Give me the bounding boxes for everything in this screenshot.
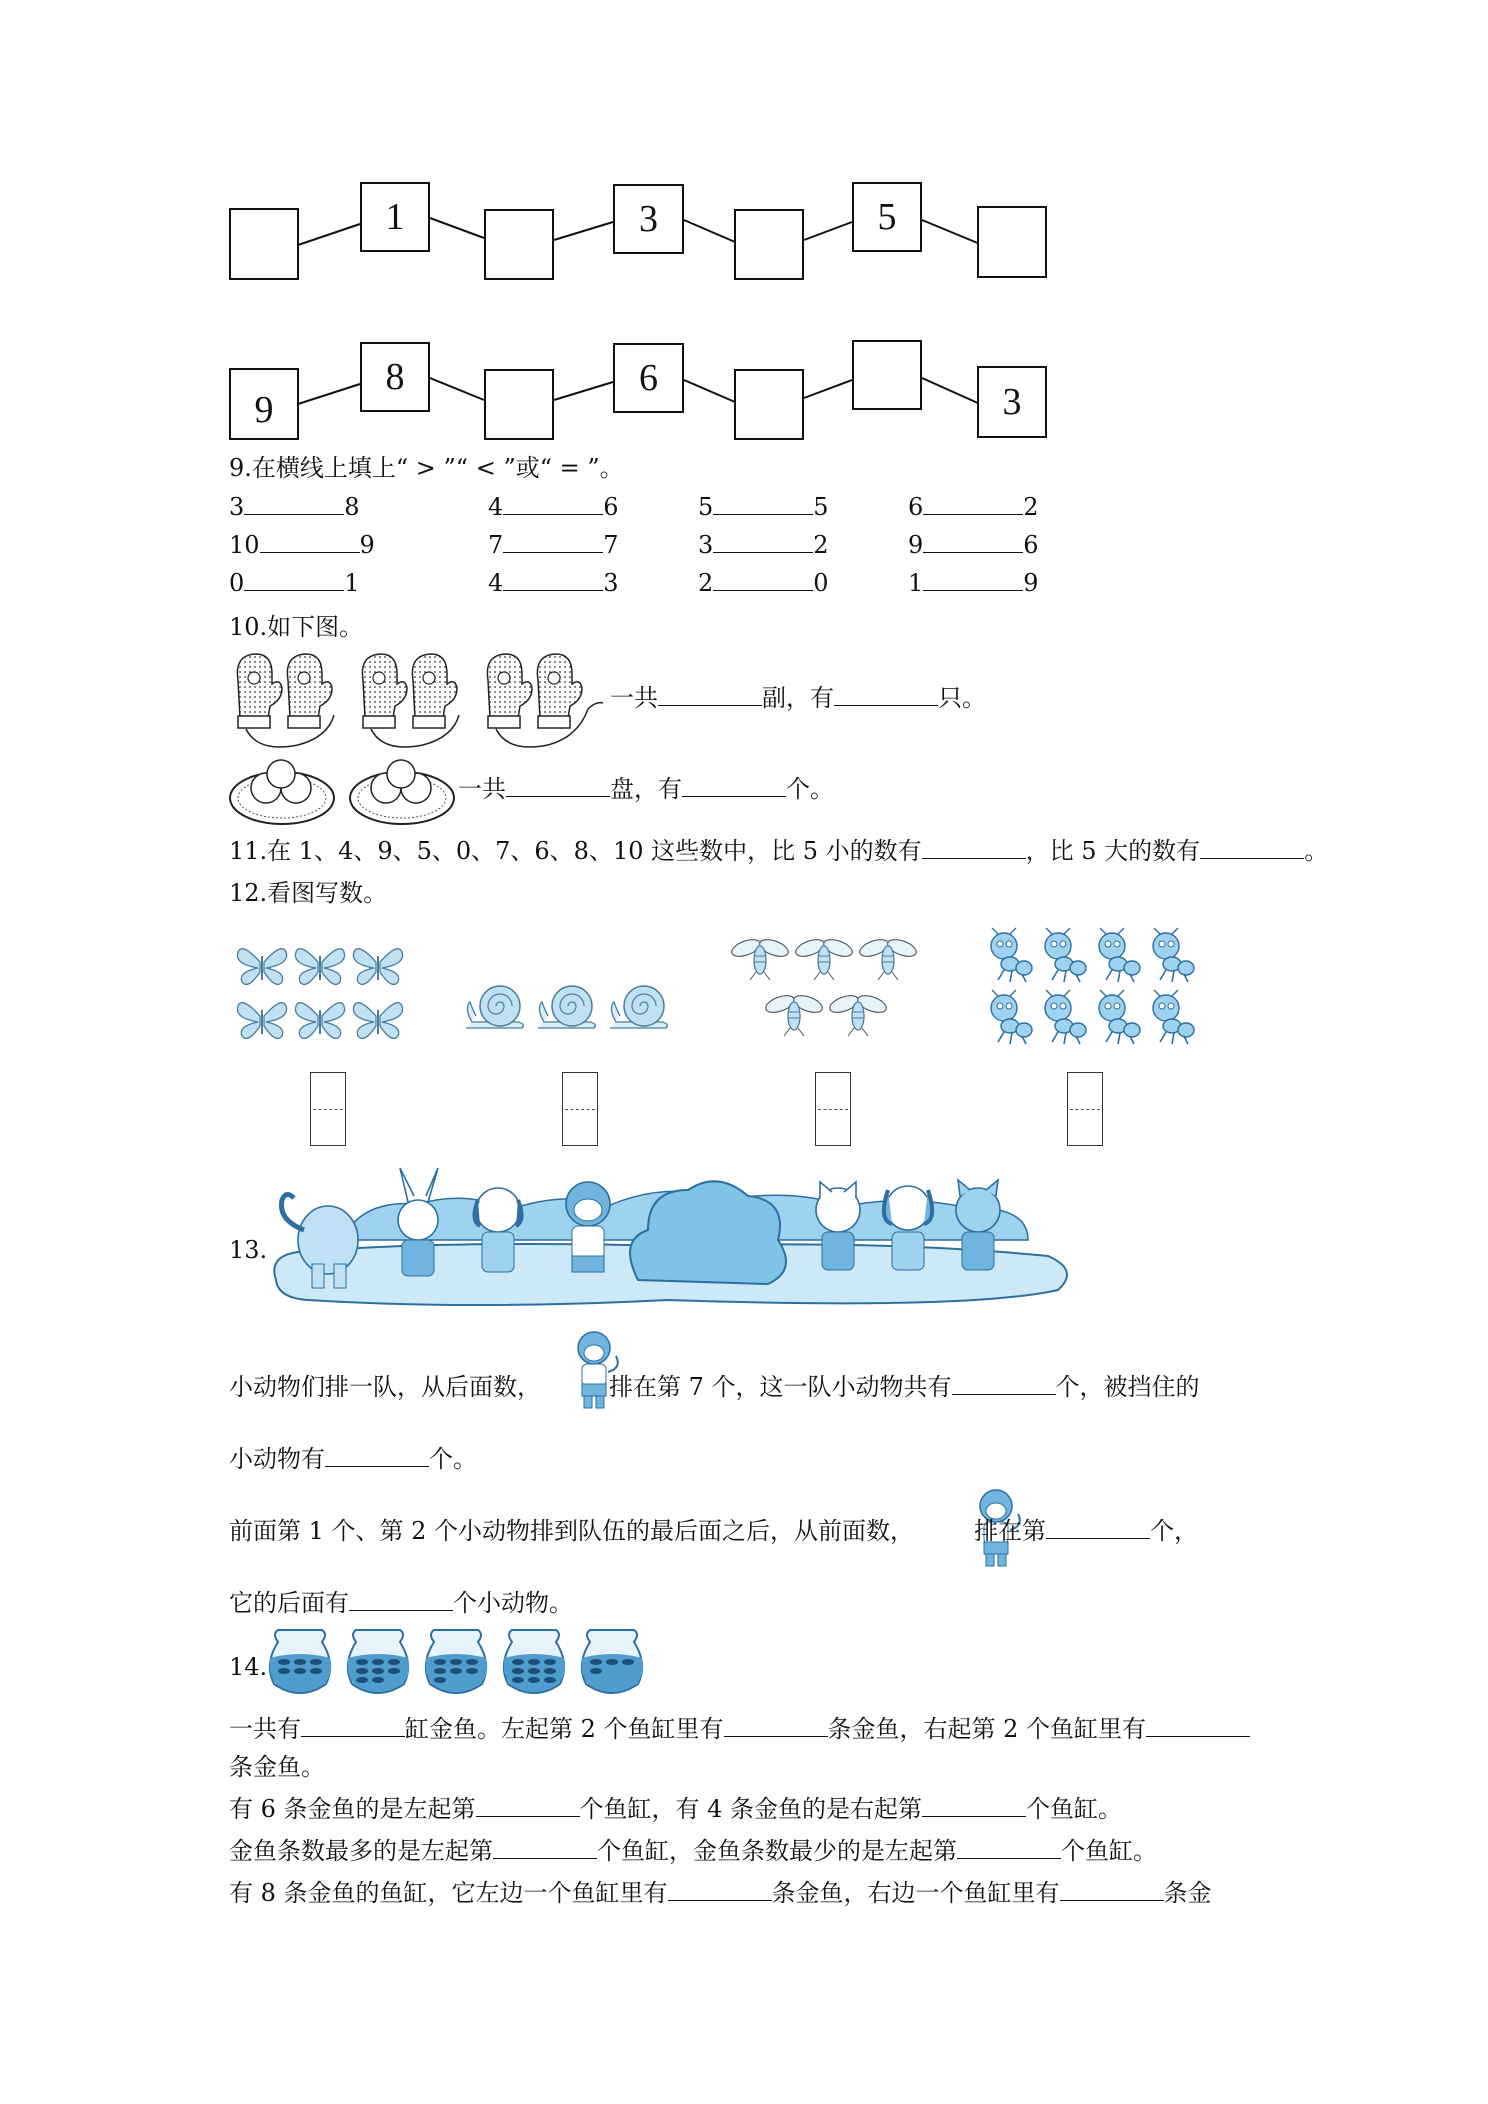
answer-blank[interactable] xyxy=(952,1372,1056,1395)
compare-blank[interactable] xyxy=(713,494,813,515)
answer-blank[interactable] xyxy=(301,1714,405,1737)
goldfish xyxy=(372,1668,384,1674)
answer-blank[interactable] xyxy=(957,1836,1061,1859)
compare-blank[interactable] xyxy=(923,570,1023,591)
q11-line: 11.在 1、4、9、5、0、7、6、8、10 这些数中，比 5 小的数有 ，比 5 大的数有 。 xyxy=(229,837,1329,865)
goldfish xyxy=(606,1659,618,1665)
compare-left-number: 4 xyxy=(488,493,504,521)
chain-box: 5 xyxy=(852,182,922,252)
goldfish xyxy=(544,1668,556,1674)
chain-box: 3 xyxy=(613,184,684,254)
compare-left-number: 9 xyxy=(908,531,924,559)
goldfish xyxy=(450,1659,462,1665)
compare-blank[interactable] xyxy=(713,570,813,591)
cat xyxy=(816,1182,860,1270)
answer-blank[interactable] xyxy=(1146,1714,1250,1737)
mitten-pair xyxy=(362,654,459,747)
compare-right-number: 1 xyxy=(344,569,360,597)
q13-line2: 小动物有 个。 xyxy=(229,1445,477,1473)
answer-blank[interactable] xyxy=(922,836,1026,859)
compare-right-number: 6 xyxy=(603,493,619,521)
q14-label: 14. xyxy=(229,1653,268,1681)
goldfish xyxy=(544,1677,556,1683)
compare-blank[interactable] xyxy=(923,494,1023,515)
compare-right-number: 2 xyxy=(813,531,829,559)
compare-left-number: 10 xyxy=(229,531,260,559)
goldfish xyxy=(310,1659,322,1665)
answer-blank[interactable] xyxy=(1060,1878,1164,1901)
bees-illustration xyxy=(730,930,930,1050)
q14-line4: 金鱼条数最多的是左起第 个鱼缸，金鱼条数最少的是左起第 个鱼缸。 xyxy=(229,1837,1157,1865)
goldfish xyxy=(466,1659,478,1665)
q13-line3: 前面第 1 个、第 2 个小动物排到队伍的最后面之后，从前面数， 排在第 个， xyxy=(229,1517,1199,1545)
goldfish xyxy=(590,1659,602,1665)
goldfish xyxy=(356,1677,368,1683)
chain-box[interactable] xyxy=(484,209,554,280)
answer-box[interactable] xyxy=(815,1072,851,1146)
ants-illustration xyxy=(980,920,1210,1050)
animals-queue-illustration xyxy=(268,1160,1078,1320)
q10-mittens-line: 一共 副，有 只。 xyxy=(610,684,986,712)
butterflies-illustration xyxy=(232,940,412,1050)
mitten-pair xyxy=(487,654,603,747)
mittens-illustration xyxy=(228,645,628,760)
goldfish xyxy=(590,1668,602,1674)
goldfish xyxy=(544,1659,556,1665)
goldfish xyxy=(278,1668,290,1674)
compare-item xyxy=(908,568,1039,598)
q14-line3: 有 6 条金鱼的是左起第 个鱼缸，有 4 条金鱼的是右起第 个鱼缸。 xyxy=(229,1795,1123,1823)
chain-box: 1 xyxy=(360,182,430,252)
goldfish xyxy=(356,1668,368,1674)
compare-left-number: 3 xyxy=(229,493,245,521)
q13-label: 13. xyxy=(229,1236,268,1264)
compare-left-number: 5 xyxy=(698,493,714,521)
compare-left-number: 0 xyxy=(229,569,245,597)
compare-item xyxy=(229,568,360,598)
chain-box[interactable] xyxy=(977,206,1047,278)
compare-blank[interactable] xyxy=(503,494,603,515)
chain-box[interactable] xyxy=(734,209,804,280)
q14-line2: 条金鱼。 xyxy=(229,1753,325,1781)
goldfish xyxy=(512,1677,524,1683)
compare-right-number: 9 xyxy=(1023,569,1039,597)
compare-right-number: 6 xyxy=(1023,531,1039,559)
chain-box[interactable] xyxy=(484,369,554,440)
compare-item xyxy=(488,492,619,522)
answer-box[interactable] xyxy=(310,1072,346,1146)
chain-box: 8 xyxy=(360,342,430,412)
plate xyxy=(350,760,454,824)
goldfish xyxy=(512,1668,524,1674)
chain-box[interactable] xyxy=(852,340,922,410)
compare-left-number: 6 xyxy=(908,493,924,521)
q10-title: 10.如下图。 xyxy=(229,613,364,641)
compare-item xyxy=(698,492,829,522)
answer-blank[interactable] xyxy=(724,1714,828,1737)
goldfish xyxy=(434,1659,446,1665)
chain-box: 9 xyxy=(229,368,299,440)
goldfish xyxy=(310,1668,322,1674)
compare-item xyxy=(698,530,829,560)
answer-blank[interactable] xyxy=(493,1836,597,1859)
fishbowl xyxy=(582,1630,644,1693)
goldfish xyxy=(372,1659,384,1665)
compare-right-number: 5 xyxy=(813,493,829,521)
fishbowl xyxy=(426,1630,488,1693)
goldfish xyxy=(388,1659,400,1665)
answer-blank[interactable] xyxy=(349,1588,453,1611)
answer-box[interactable] xyxy=(562,1072,598,1146)
fishbowl xyxy=(270,1630,332,1693)
answer-blank[interactable] xyxy=(834,683,938,706)
compare-item xyxy=(488,530,619,560)
q9-title: 9.在横线上填上“ > ”“ < ”或“ = ”。 xyxy=(229,454,624,482)
rabbit xyxy=(398,1168,438,1276)
chain-box[interactable] xyxy=(229,208,299,280)
goldfish xyxy=(294,1668,306,1674)
compare-right-number: 0 xyxy=(813,569,829,597)
compare-blank[interactable] xyxy=(713,532,813,553)
q14-line1: 一共有 缸金鱼。左起第 2 个鱼缸里有 条金鱼，右起第 2 个鱼缸里有 xyxy=(229,1714,1250,1744)
answer-blank[interactable] xyxy=(682,774,786,797)
goldfish xyxy=(450,1668,462,1674)
compare-right-number: 3 xyxy=(603,569,619,597)
compare-left-number: 4 xyxy=(488,569,504,597)
compare-left-number: 3 xyxy=(698,531,714,559)
answer-blank[interactable] xyxy=(476,1794,580,1817)
raccoon xyxy=(956,1180,1000,1270)
compare-blank[interactable] xyxy=(503,570,603,591)
compare-right-number: 8 xyxy=(344,493,360,521)
compare-left-number: 2 xyxy=(698,569,714,597)
peach-plates-illustration xyxy=(228,750,468,830)
plate xyxy=(230,760,334,824)
fishbowl xyxy=(504,1630,566,1693)
goldfish xyxy=(434,1668,446,1674)
compare-item xyxy=(229,530,375,560)
q13-line4: 它的后面有 个小动物。 xyxy=(229,1589,573,1617)
answer-blank[interactable] xyxy=(1046,1516,1150,1539)
goldfish xyxy=(528,1677,540,1683)
answer-box[interactable] xyxy=(1067,1072,1103,1146)
q12-title: 12.看图写数。 xyxy=(229,879,388,907)
goldfish xyxy=(372,1677,384,1683)
answer-blank[interactable] xyxy=(325,1444,429,1467)
compare-item xyxy=(908,530,1039,560)
q13-line1: 小动物们排一队，从后面数， 排在第 7 个，这一队小动物共有 个，被挡住的 xyxy=(229,1373,1200,1401)
q14-line5: 有 8 条金鱼的鱼缸，它左边一个鱼缸里有 条金鱼，右边一个鱼缸里有 条金 xyxy=(229,1879,1212,1907)
answer-blank[interactable] xyxy=(658,683,762,706)
compare-left-number: 1 xyxy=(908,569,924,597)
compare-right-number: 2 xyxy=(1023,493,1039,521)
goldfish xyxy=(388,1668,400,1674)
chain-box[interactable] xyxy=(734,369,804,440)
q10-plates-line: 一共 盘，有 个。 xyxy=(458,775,834,803)
compare-blank[interactable] xyxy=(244,494,344,515)
compare-item xyxy=(488,568,619,598)
compare-item xyxy=(229,492,360,522)
goldfish xyxy=(294,1659,306,1665)
goldfish xyxy=(512,1659,524,1665)
compare-blank[interactable] xyxy=(244,570,344,591)
snails-illustration xyxy=(462,972,682,1042)
mitten-pair xyxy=(237,654,334,747)
compare-right-number: 7 xyxy=(603,531,619,559)
fishbowls-illustration xyxy=(264,1624,664,1704)
fishbowl xyxy=(348,1630,410,1693)
compare-blank[interactable] xyxy=(260,532,360,553)
compare-item xyxy=(698,568,829,598)
goldfish xyxy=(466,1668,478,1674)
goldfish xyxy=(278,1659,290,1665)
answer-blank[interactable] xyxy=(506,774,610,797)
compare-right-number: 9 xyxy=(359,531,375,559)
goldfish xyxy=(356,1659,368,1665)
chain-box: 3 xyxy=(977,366,1047,438)
goldfish xyxy=(622,1659,634,1665)
compare-left-number: 7 xyxy=(488,531,504,559)
answer-blank[interactable] xyxy=(668,1878,772,1901)
compare-blank[interactable] xyxy=(503,532,603,553)
answer-blank[interactable] xyxy=(1200,836,1304,859)
chain-box: 6 xyxy=(613,343,684,413)
compare-item xyxy=(908,492,1039,522)
goldfish xyxy=(434,1677,446,1683)
goldfish xyxy=(528,1659,540,1665)
compare-blank[interactable] xyxy=(923,532,1023,553)
answer-blank[interactable] xyxy=(922,1794,1026,1817)
goldfish xyxy=(528,1668,540,1674)
